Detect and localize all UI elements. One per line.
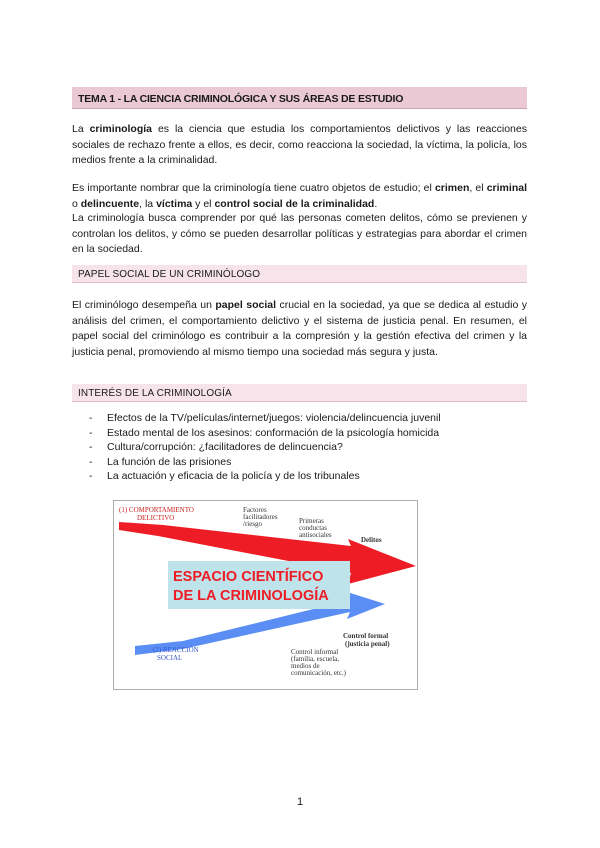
label-factores: Factores xyxy=(243,506,267,514)
label-behavior-2: DELICTIVO xyxy=(137,514,175,522)
label-control-informal-4: comunicación, etc.) xyxy=(291,669,347,677)
center-title-line-1: ESPACIO CIENTÍFICO xyxy=(173,569,324,585)
text-run: y el xyxy=(192,197,215,210)
page-number: 1 xyxy=(296,796,304,808)
list-item: - La actuación y eficacia de la policía y de los tribunales xyxy=(72,469,527,484)
label-reaction: (2) REACCIÓN xyxy=(153,646,199,654)
label-control-informal-3: medios de xyxy=(291,662,320,670)
label-factores-3: /riesgo xyxy=(243,520,263,528)
text-run: La xyxy=(72,123,90,135)
text-run: o xyxy=(72,197,81,210)
text-run: es la ciencia que estudia los comportamientos delictivos y las reacciones sociales de rechazo frente a ellos, es decir, como reacciona la sociedad, la víctima, la policía, los medios frente a la criminalidad. xyxy=(72,123,527,166)
bold-term: víctima xyxy=(156,197,193,210)
papel-social-paragraph xyxy=(72,298,527,360)
bold-term: control social de la criminalidad xyxy=(214,197,375,210)
bold-term: crimen xyxy=(434,182,470,194)
text-run: Es importante nombrar que la criminología tiene cuatro objetos de estudio; el xyxy=(72,182,435,194)
label-control-informal: Control informal xyxy=(291,648,339,656)
page-title: TEMA 1 - LA CIENCIA CRIMINOLÓGICA Y SUS ÁREAS DE ESTUDIO xyxy=(72,87,527,109)
label-reaction-2: SOCIAL xyxy=(157,654,183,662)
label-control-formal: Control formal xyxy=(343,632,389,640)
intro-paragraph-1 xyxy=(72,122,527,169)
bold-term: delincuente xyxy=(80,197,140,210)
bold-term: papel social xyxy=(215,299,277,311)
interest-list xyxy=(72,411,527,484)
label-delitos: Delitos xyxy=(361,536,382,544)
label-factores-2: facilitadores xyxy=(243,513,278,521)
label-behavior: (1) COMPORTAMIENTO xyxy=(119,506,194,514)
text-run: El criminólogo desempeña un xyxy=(72,299,216,311)
section-heading-papel-social: PAPEL SOCIAL DE UN CRIMINÓLOGO xyxy=(72,265,527,283)
text-run: . xyxy=(374,197,378,210)
text-run: crucial en la sociedad, ya que se dedica al estudio y análisis del crimen, el comportamiento delictivo y el sistema de justicia penal. En resumen, el papel social del criminólogo es contribuir a la compresión y la gestión efectiva del crimen y la justicia penal, promoviendo al mismo tiempo una sociedad más segura y justa. xyxy=(72,299,527,358)
intro-paragraph-3: La criminología busca comprender por qué las personas cometen delitos, cómo se previenen y controlan los delitos, y cómo se pueden desarrollar políticas y estrategias para abordar el crimen en la sociedad. xyxy=(72,212,527,255)
list-item: - Efectos de la TV/películas/internet/juegos: violencia/delincuencia juvenil xyxy=(72,411,527,426)
list-item: - Cultura/corrupción: ¿facilitadores de delincuencia? xyxy=(72,440,527,455)
list-item: - Estado mental de los asesinos: conformación de la psicología homicida xyxy=(72,426,527,441)
list-item: - La función de las prisiones xyxy=(72,455,527,470)
bold-term: criminología xyxy=(89,123,153,135)
label-primeras-3: antisociales xyxy=(299,531,332,539)
bold-term: criminal xyxy=(486,182,527,194)
criminology-diagram xyxy=(113,500,418,690)
section-heading-interes: INTERÉS DE LA CRIMINOLOGÍA xyxy=(72,384,527,402)
text-run: , la xyxy=(139,197,157,210)
text-run: , el xyxy=(469,182,487,194)
label-primeras: Primeras xyxy=(299,517,324,525)
label-control-formal-2: (justicia penal) xyxy=(345,640,390,648)
intro-paragraph-2 xyxy=(72,181,527,212)
center-title-line-2: DE LA CRIMINOLOGÍA xyxy=(173,588,329,604)
label-control-informal-2: (familia, escuela, xyxy=(291,655,340,663)
label-primeras-2: conductas xyxy=(299,524,327,532)
